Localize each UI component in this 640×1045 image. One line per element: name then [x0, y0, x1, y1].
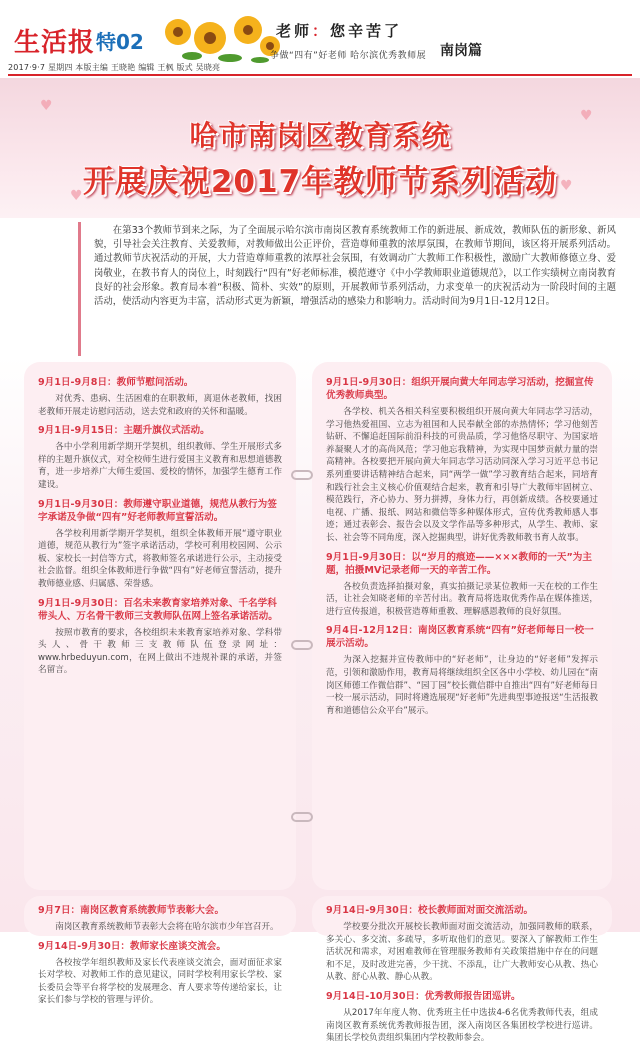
activity-title: 9月1日-9月30日：百名未来教育家培养对象、千名学科带头人、万名骨干教师三支教师队伍网上签名承诺活动。 [38, 597, 278, 622]
activity-body: 学校要分批次开展校长教师面对面交流活动，加强同教师的联系，多关心、多交流、多疏导，多听取他们的意见。要深入了解教师工作生活状况和需求，对困难教师在管理服务教师有关政策措施中存在的问题和不足，及时改进完善，少干扰、不添乱，让广大教师安心从教、热心从教、舒心从教、静心从教。 [326, 922, 598, 983]
activity-body: 各校负责选择拍摄对象，真实拍摄记录某位教师一天在校的工作生活，让社会知晓老师的辛苦付出。教育局将选取优秀作品在媒体推送，进行宣传报道，积极营造尊师重教、理解感恩教师的良好氛围。 [326, 581, 598, 617]
activity-body: 各学校利用新学期开学契机，组织全体教师开展“遵守职业道德，规范从教行为”签字承诺活动，学校可利用校园网、公示板、家校长一封信等方式，将教师签名承诺进行公示，主动接受社会监督。组织全体教师进行争做“四有”好老师宣誓活动，提升教师德业感、归属感、荣誉感。 [38, 528, 282, 589]
activity-title: 9月1日-9月30日：组织开展向黄大年同志学习活动，挖掘宣传优秀教师典型。 [326, 377, 594, 401]
left-bottom-panel [24, 896, 296, 1006]
activity-item [38, 940, 282, 1007]
masthead [0, 0, 640, 78]
activity-body: 为深入挖掘并宣传教师中的“好老师”，让身边的“好老师”发挥示范，引领和激励作用，教育局将继续组织全区各中小学校、幼儿园在“南岗区师德工作微信群”、“园丁园”校长微信群中自推出“四有”好老师每日一校一展示活动，同时将遴选展现“好老师”先进典型事迹报送“生活报教育和道德信公众平台”展示。 [326, 655, 598, 716]
left-activities-panel [24, 362, 296, 890]
activity-body: 按照市教育的要求，各校组织未来教育家培养对象、学科带头人、骨干教师三支教师队伍登录网址：www.hrbeduyun.com，在网上做出不违规补课的承诺，并签名留言。 [38, 627, 282, 676]
activity-title: 9月14日-9月30日：校长教师面对面交流活动。 [326, 905, 534, 916]
activity-title: 9月14日-10月30日：优秀教师报告团巡讲。 [326, 990, 521, 1002]
intro-paragraph: 在第33个教师节到来之际，为了全面展示哈尔滨市南岗区教育系统教师工作的新进展、新成效，教师队伍的新形象、新风貌，引导社会关注教育、关爱教师，对教师做出公正评价，营造尊师重教的浓厚氛围，在教师节期间，该区将开展系列活动。通过教师节庆祝活动的开展，大力营造尊师重教的浓厚社会氛围，有效调动广大教师工作积极性，激励广大教师修德立身、爱岗敬业，在教书育人的岗位上，时刻践行“四有”好老师标准，模范遵守《中小学教师职业道德规范》，以工作实绩树立南岗教育良好的社会形象。教育局本着“积极、简朴、实效”的原则，开展教师节系列活动，力求变单一的庆祝活动为一阶段时间的主题活动，使活动内容更为丰富，活动形式更为新颖，增强活动的感染力和影响力。活动时间为9月1日-12月12日。 [94, 225, 616, 308]
right-bottom-panel [312, 896, 612, 1044]
activity-item [38, 597, 282, 677]
activity-body: 各校按学年组织教师及家长代表座谈交流会，面对面征求家长对学校、对教师工作的意见建议，同时学校利用家长学校、家长委员会等平台将学校的发展理念、育人要求等传递给家长，让家长们参与学校的管理与评价。 [38, 957, 282, 1006]
activity-item [326, 376, 598, 545]
activity-item [326, 551, 598, 619]
date-editor-line: 2017·9·7 星期四 本版主编 王晓艳 编辑 王枫 版式 吴晓亮 [8, 63, 221, 72]
activity-item [326, 624, 598, 717]
activity-item [326, 990, 598, 1045]
activity-item [38, 498, 282, 591]
panel-connector [291, 812, 313, 822]
activity-title: 9月1日-9月30日：教师遵守职业道德，规范从教行为签字承诺及争做“四有”好老师教师宣誓活动。 [38, 498, 277, 523]
activity-title: 9月1日-9月30日：以“岁月的痕迹——×××教师的一天”为主题，拍摄MV记录老师一天的辛苦工作。 [326, 551, 592, 576]
masthead-divider [8, 74, 632, 76]
activity-body: 各中小学利用新学期开学契机，组织教师、学生开展形式多样的主题升旗仪式，对全校师生进行爱国主义教育和思想道德教育，进一步培养广大师生爱国、爱校的情怀，加强学生德育工作建设。 [38, 442, 282, 490]
right-activities-panel [312, 362, 612, 890]
activity-body: 南岗区教育系统教师节表彰大会将在哈尔滨市少年宫召开。 [55, 922, 279, 932]
heart-icon: ♥ [40, 98, 53, 114]
activity-item [326, 904, 598, 984]
activity-item [38, 904, 282, 934]
sunflower-decoration-icon [158, 8, 282, 66]
panel-connector [291, 470, 313, 480]
heart-icon: ♥ [580, 108, 593, 124]
newspaper-logo: 生活报 [14, 28, 96, 58]
section-name: 南岗篇 [440, 43, 482, 59]
activity-title: 9月1日-9月15日：主题升旗仪式活动。 [38, 425, 210, 437]
activity-title: 9月4日-12月12日：南岗区教育系统“四有”好老师每日一校一展示活动。 [326, 625, 594, 650]
heart-icon: ♥ [70, 188, 83, 204]
activity-title: 9月1日-9月8日：教师节慰问活动。 [38, 377, 194, 388]
heart-icon: ♥ [560, 178, 573, 194]
headline-banner [0, 78, 640, 218]
headline-line-2: 开展庆祝2017年教师节系列活动 [82, 164, 558, 200]
activity-body: 对优秀、患病、生活困难的在职教师，离退休老教师，找困老教师开展走访慰问活动，送去党和政府的关怀和温暖。 [38, 394, 282, 417]
panel-connector [291, 640, 313, 650]
slogan-subtitle: 争做“四有”好老师 哈尔滨优秀教师展 [270, 51, 427, 61]
intro-accent-bar [78, 222, 81, 356]
page-number: 特02 [96, 30, 144, 54]
headline-line-1: 哈市南岗区教育系统 [189, 119, 451, 152]
activity-body: 从2017年年度人物、优秀班主任中选拔4-6名优秀教师代表，组成南岗区教育系统优秀教师报告团，深入南岗区各集团校学校进行巡讲。集团长学校负责组织集团内学校教师参会。 [326, 1007, 598, 1044]
activity-body: 各学校、机关各相关科室要积极组织开展向黄大年同志学习活动，学习他热爱祖国、立志为祖国和人民奉献全部的赤热情怀；学习他刻苦钻研、不懈追赶国际前沿科技的可贵品质，学习他恪尽职守、为国家培养凝聚人才的高尚风范；学习他忘我精神，为实现中国梦贡献力量的崇高精神。各校要把开展向黄大年同志学习活动同深入学习习近平总书记系列重要讲话精神结合起来，同“两学一做”学习教育结合起来，同培育和践行社会主义核心价值观结合起来，教育和引导广大教师牢固树立、模范践行，齐心协力、努力拼搏，身体力行，再创新成绩。各校要通过电视、广播、报纸、网站和微信等多种媒体形式，宣传优秀教师感人事迹；通过表彰会、报告会以及文学作品等多种形式，从学生、教师、家长、社会等不同角度，深入挖掘典型，讲好优秀教师教书育人故事。 [326, 407, 598, 543]
activity-title: 9月7日：南岗区教育系统教师节表彰大会。 [38, 905, 225, 916]
slogan: 老师：您辛苦了 [276, 22, 403, 40]
activity-item [38, 376, 282, 418]
activity-title: 9月14日-9月30日：教师家长座谈交流会。 [38, 940, 226, 952]
activity-item [38, 424, 282, 491]
